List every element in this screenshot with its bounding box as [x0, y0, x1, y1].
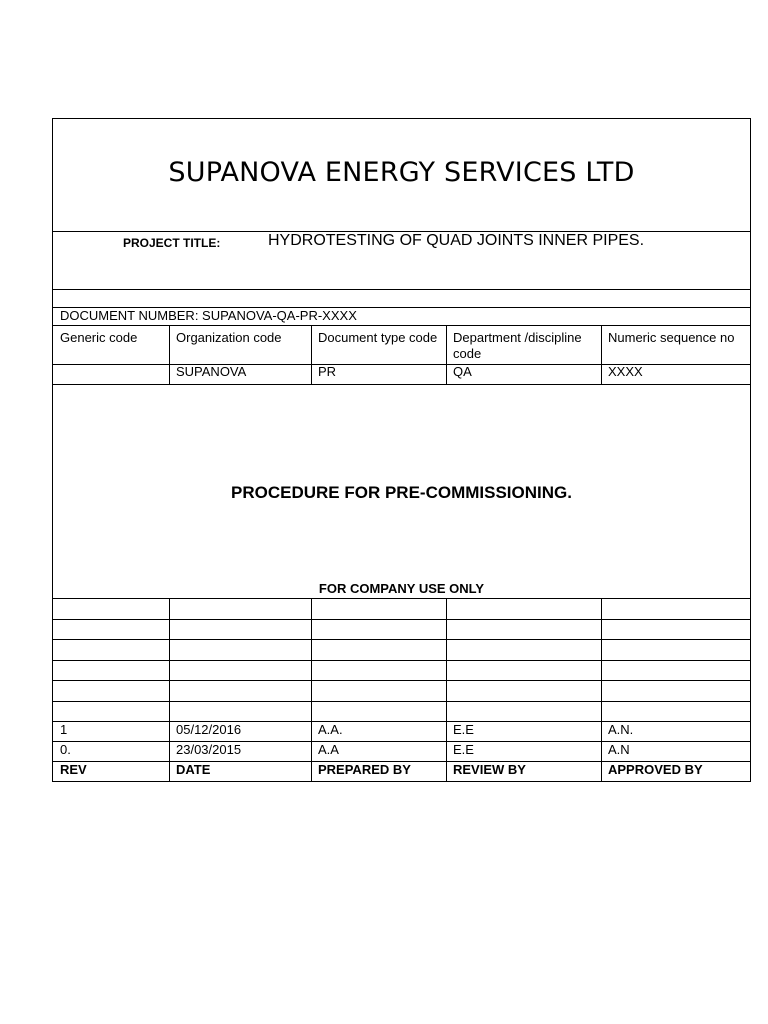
code-header-document-type: Document type code: [318, 330, 438, 345]
project-title: HYDROTESTING OF QUAD JOINTS INNER PIPES.: [268, 232, 645, 249]
grid-line: [601, 598, 602, 782]
code-value-department: QA: [453, 364, 472, 379]
revision-header-approved-by: APPROVED BY: [608, 762, 703, 777]
revision-row-0-prepared-by: A.A: [318, 742, 339, 757]
revision-row-1-date: 05/12/2016: [176, 722, 242, 737]
divider: [53, 364, 750, 365]
company-use-label: FOR COMPANY USE ONLY: [318, 581, 485, 596]
revision-header-review-by: REVIEW BY: [453, 762, 526, 777]
divider: [53, 325, 750, 326]
revision-row-0-approved-by: A.N: [608, 742, 630, 757]
procedure-title: PROCEDURE FOR PRE-COMMISSIONING.: [231, 483, 572, 502]
divider: [53, 680, 750, 681]
grid-line: [311, 598, 312, 782]
divider: [53, 660, 750, 661]
divider: [53, 741, 750, 742]
code-value-document-type: PR: [318, 364, 337, 379]
divider: [53, 598, 750, 599]
revision-row-0-rev: 0.: [60, 742, 71, 757]
revision-row-1-rev: 1: [60, 722, 68, 737]
divider: [53, 721, 750, 722]
code-header-numeric-sequence: Numeric sequence no: [608, 330, 735, 345]
revision-header-prepared-by: PREPARED BY: [318, 762, 411, 777]
revision-row-1-review-by: E.E: [453, 722, 474, 737]
project-title-label: PROJECT TITLE:: [123, 236, 221, 250]
divider: [53, 619, 750, 620]
document-number: DOCUMENT NUMBER: SUPANOVA-QA-PR-XXXX: [60, 308, 357, 323]
divider: [53, 701, 750, 702]
code-value-organization: SUPANOVA: [176, 364, 247, 379]
code-header-organization: Organization code: [176, 330, 282, 345]
revision-row-1-approved-by: A.N.: [608, 722, 634, 737]
divider: [53, 639, 750, 640]
grid-line: [446, 598, 447, 782]
grid-line: [601, 325, 602, 384]
grid-line: [169, 325, 170, 384]
revision-row-0-review-by: E.E: [453, 742, 474, 757]
divider: [53, 384, 750, 385]
code-header-department: Department /discipline code: [453, 330, 582, 361]
divider: [53, 289, 750, 290]
revision-header-rev: REV: [60, 762, 87, 777]
revision-row-0-date: 23/03/2015: [176, 742, 242, 757]
grid-line: [311, 325, 312, 384]
code-header-generic: Generic code: [60, 330, 138, 345]
revision-header-date: DATE: [176, 762, 211, 777]
grid-line: [446, 325, 447, 384]
document-frame: [52, 118, 751, 782]
grid-line: [169, 598, 170, 782]
code-value-numeric-sequence: XXXX: [608, 364, 643, 379]
revision-row-1-prepared-by: A.A.: [318, 722, 343, 737]
company-name: SUPANOVA ENERGY SERVICES LTD: [168, 157, 635, 188]
